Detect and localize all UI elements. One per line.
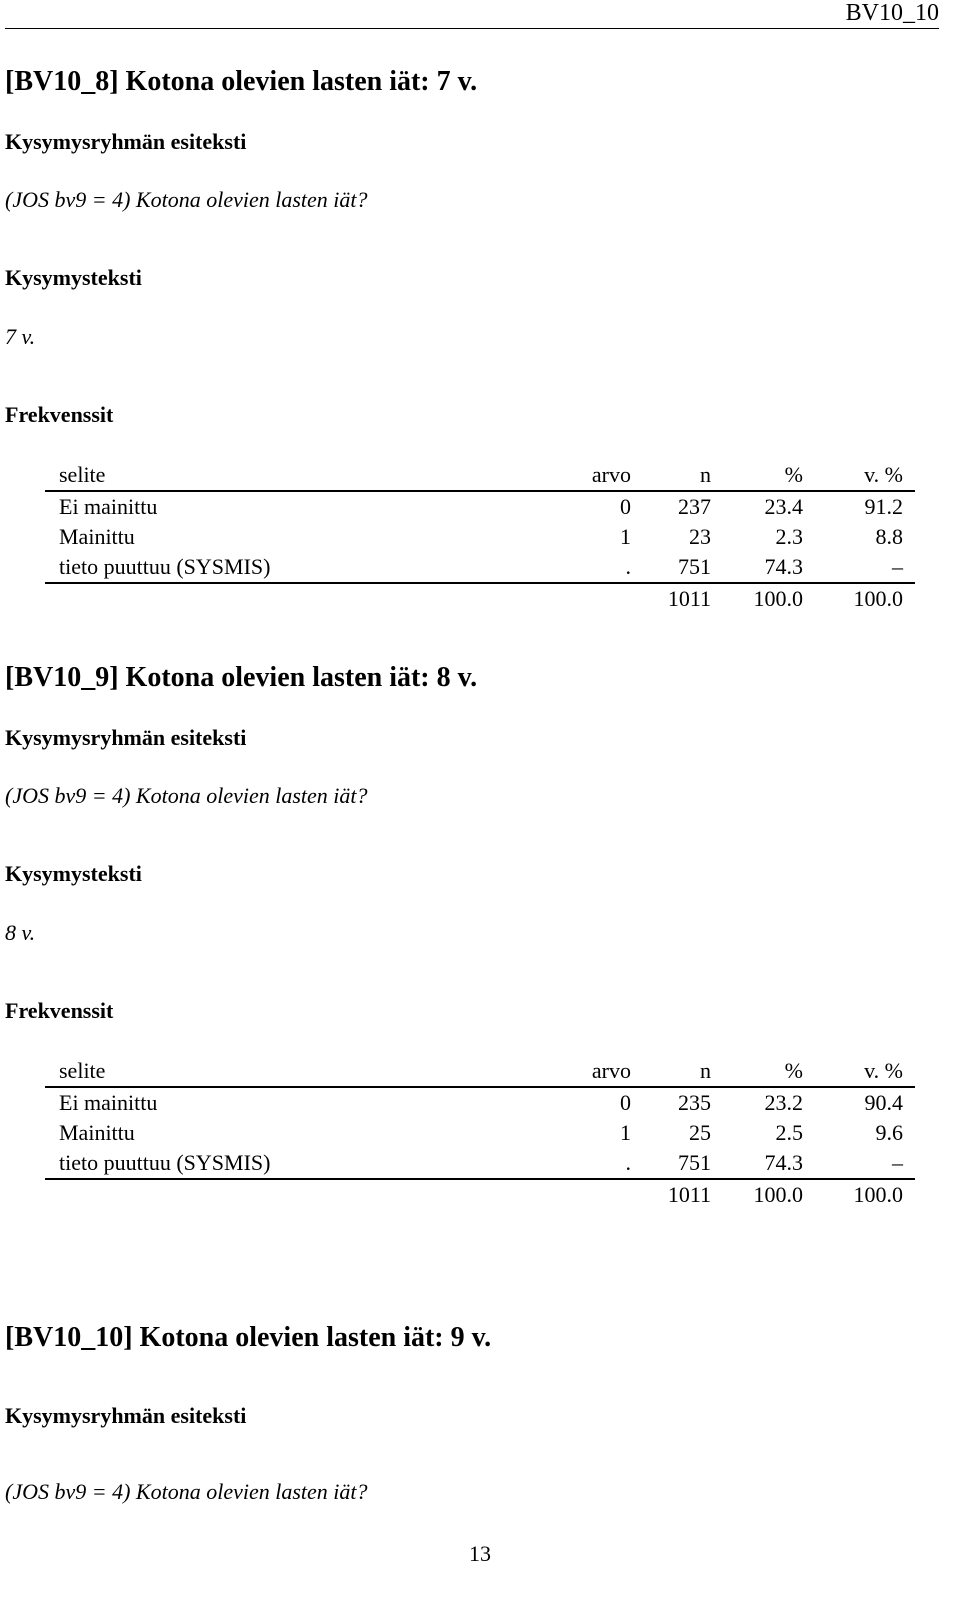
table-total-row [45, 1179, 915, 1210]
cell-n: 235 [678, 1090, 711, 1115]
cell-percent: 23.2 [764, 1090, 803, 1115]
cell-arvo: 1 [620, 524, 631, 549]
section-title: [BV10_8] Kotona olevien lasten iät: 7 v. [5, 66, 478, 97]
table-header-row [45, 1056, 915, 1087]
frequency-table [45, 1056, 915, 1210]
cell-valid-percent: – [803, 1148, 915, 1179]
frequency-table [45, 460, 915, 614]
cell-arvo: . [537, 1148, 631, 1179]
cell-selite: Mainittu [59, 1120, 135, 1145]
group-text: (JOS bv9 = 4) Kotona olevien lasten iät? [5, 1479, 368, 1504]
table-row [45, 1118, 915, 1148]
cell-n: 25 [689, 1120, 711, 1145]
total-percent: 100.0 [753, 586, 803, 611]
question-label: Kysymysteksti [5, 861, 142, 886]
table-row [45, 522, 915, 552]
total-valid-percent: 100.0 [853, 586, 903, 611]
table-header-row [45, 460, 915, 491]
cell-arvo: . [537, 552, 631, 583]
section-title: [BV10_10] Kotona olevien lasten iät: 9 v. [5, 1322, 492, 1353]
cell-percent: 74.3 [711, 552, 803, 583]
group-text: (JOS bv9 = 4) Kotona olevien lasten iät? [5, 783, 368, 808]
cell-selite: tieto puuttuu (SYSMIS) [45, 552, 537, 583]
cell-selite: Ei mainittu [59, 494, 158, 519]
total-selite [45, 583, 537, 614]
table-row [45, 1087, 915, 1118]
total-n: 1011 [667, 586, 711, 611]
frequency-label: Frekvenssit [5, 998, 114, 1023]
total-arvo [537, 1179, 631, 1210]
total-n: 1011 [667, 1182, 711, 1207]
question-label: Kysymysteksti [5, 265, 142, 290]
cell-n: 751 [631, 1148, 711, 1179]
table-total-row [45, 583, 915, 614]
cell-n: 23 [689, 524, 711, 549]
cell-valid-percent: 9.6 [875, 1120, 903, 1145]
cell-percent: 2.5 [775, 1120, 803, 1145]
cell-percent: 2.3 [775, 524, 803, 549]
total-percent: 100.0 [753, 1182, 803, 1207]
total-selite [45, 1179, 537, 1210]
frequency-label: Frekvenssit [5, 402, 114, 427]
question-text: 7 v. [5, 324, 36, 349]
cell-selite: Mainittu [59, 524, 135, 549]
cell-arvo: 0 [620, 494, 631, 519]
header-valid-percent: v. % [803, 460, 915, 491]
cell-percent: 23.4 [764, 494, 803, 519]
cell-arvo: 1 [620, 1120, 631, 1145]
group-text: (JOS bv9 = 4) Kotona olevien lasten iät? [5, 187, 368, 212]
total-arvo [537, 583, 631, 614]
table-row [45, 491, 915, 522]
cell-n: 237 [678, 494, 711, 519]
cell-selite: Ei mainittu [59, 1090, 158, 1115]
header-valid-percent: v. % [803, 1056, 915, 1087]
group-label: Kysymysryhmän esiteksti [5, 725, 247, 750]
cell-valid-percent: 8.8 [875, 524, 903, 549]
cell-percent: 74.3 [711, 1148, 803, 1179]
cell-arvo: 0 [620, 1090, 631, 1115]
header-percent: % [711, 460, 803, 491]
header-n: n [631, 460, 711, 491]
header-selite: selite [45, 460, 537, 491]
group-label: Kysymysryhmän esiteksti [5, 1403, 247, 1428]
cell-n: 751 [631, 552, 711, 583]
group-label: Kysymysryhmän esiteksti [5, 129, 247, 154]
table-row [45, 552, 915, 583]
cell-valid-percent: 91.2 [864, 494, 903, 519]
cell-valid-percent: 90.4 [864, 1090, 903, 1115]
section-title: [BV10_9] Kotona olevien lasten iät: 8 v. [5, 662, 478, 693]
table-row [45, 1148, 915, 1179]
header-percent: % [711, 1056, 803, 1087]
header-rule [5, 28, 939, 29]
cell-valid-percent: – [803, 552, 915, 583]
cell-selite: tieto puuttuu (SYSMIS) [45, 1148, 537, 1179]
running-head: BV10_10 [845, 0, 939, 26]
header-arvo: arvo [537, 1056, 631, 1087]
header-selite: selite [45, 1056, 537, 1087]
header-arvo: arvo [537, 460, 631, 491]
page-number: 13 [469, 1541, 491, 1566]
header-n: n [631, 1056, 711, 1087]
total-valid-percent: 100.0 [853, 1182, 903, 1207]
question-text: 8 v. [5, 920, 36, 945]
